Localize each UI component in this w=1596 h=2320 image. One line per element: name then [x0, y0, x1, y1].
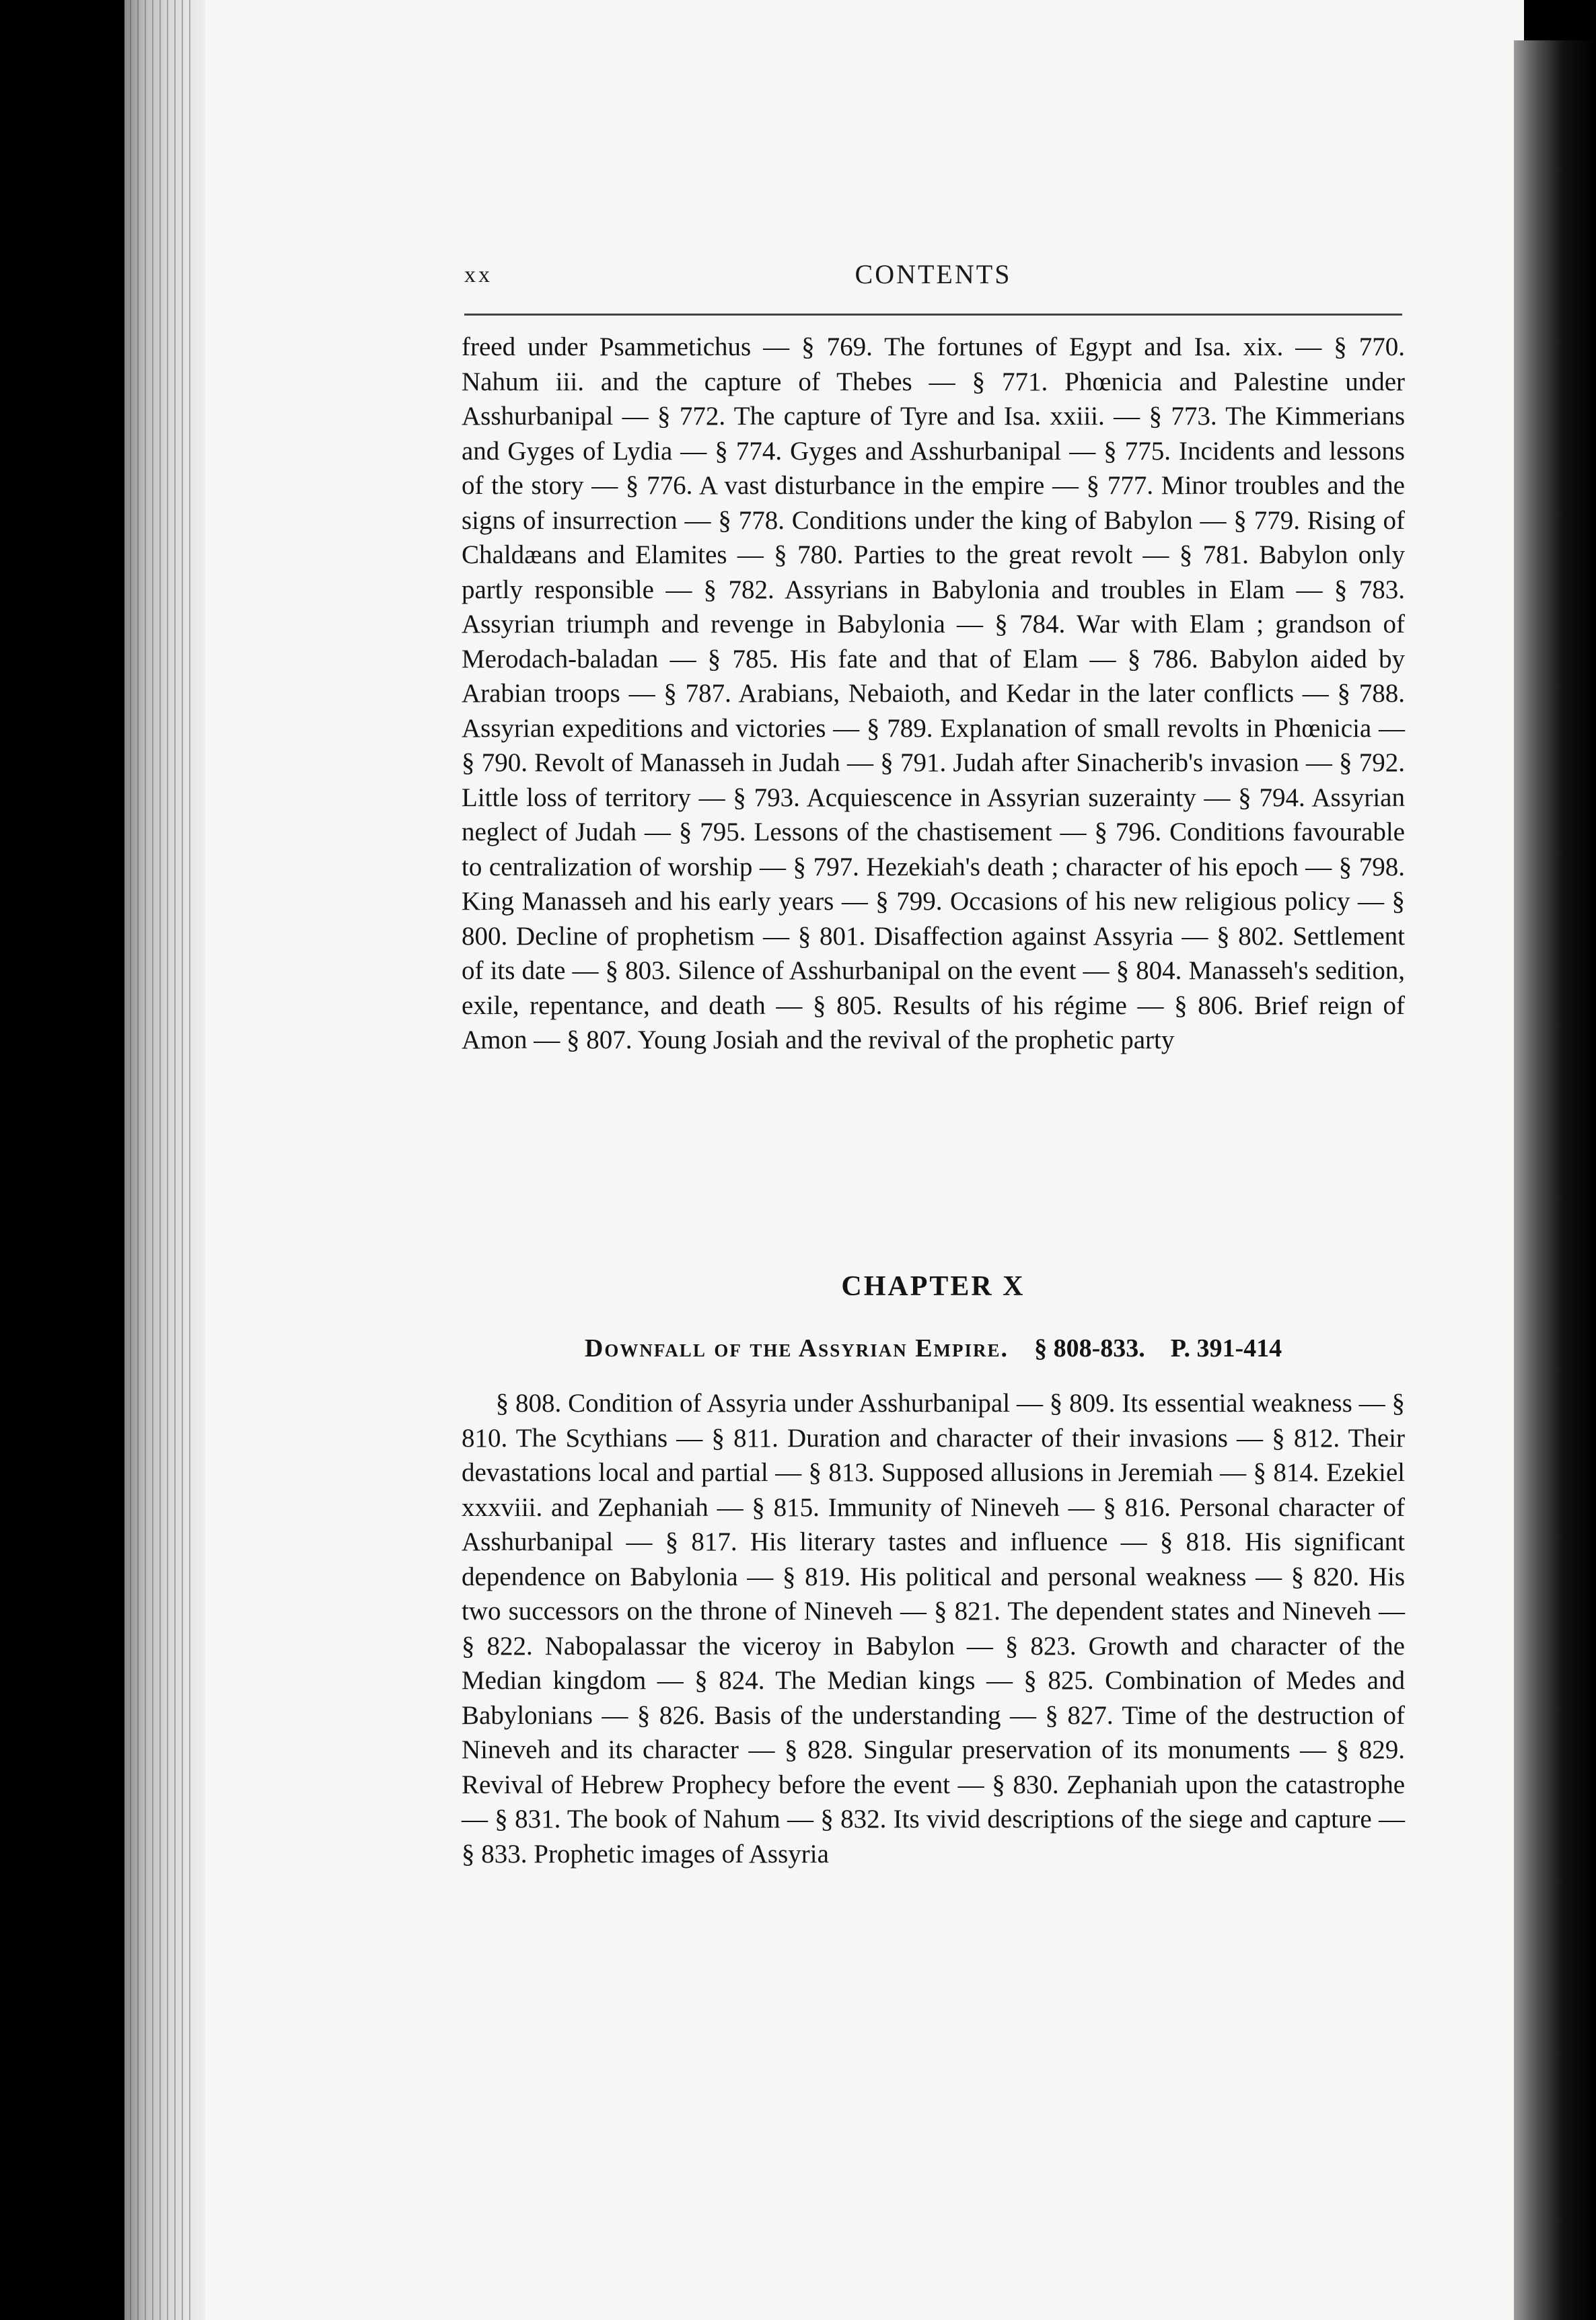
page-number: xx: [464, 262, 493, 287]
chapter-subtitle-name: Downfall of the Assyrian Empire.: [584, 1334, 1009, 1363]
facing-page-edge: [1514, 40, 1596, 2320]
contents-paragraph: § 808. Condition of Assyria under Asshurbanipal — § 809. Its essential weakness — § 810. The Scythians — § 811. Duration and character of their invasions — § 812. Their devastations local and partial — § 813. Supposed allusions in Jeremiah — § 814. Ezekiel xxxviii. and Zephaniah — § 815. Immunity of Nineveh — § 816. Personal character of Asshurbanipal — § 817. His literary tastes and influence — § 818. His significant dependence on Babylonia — § 819. His political and personal weakness — § 820. His two successors on the throne of Nineveh — § 821. The dependent states and Nineveh — § 822. Nabopalassar the viceroy in Babylon — § 823. Growth and character of the Median kingdom — § 824. The Median kings — § 825. Combination of Medes and Babylonians — § 826. Basis of the understanding — § 827. Time of the destruction of Nineveh and its character — § 828. Singular preservation of its monuments — § 829. Revival of Hebrew Prophecy before the event — § 830. Zephaniah upon the catastrophe — § 831. The book of Nahum — § 832. Its vivid descriptions of the siege and capture — § 833. Prophetic images of Assyria: [462, 1389, 1405, 1869]
chapter-subtitle: [462, 1334, 1405, 1363]
chapter-contents-block: [462, 1386, 1405, 1871]
chapter-subtitle-pages: P. 391-414: [1170, 1334, 1282, 1363]
binding-edge-lines: [130, 0, 190, 2320]
chapter-subtitle-sections: § 808-833.: [1034, 1334, 1145, 1363]
chapter-title: CHAPTER X: [841, 1271, 1025, 1302]
page-header: [464, 250, 1402, 304]
running-head: CONTENTS: [855, 259, 1012, 289]
contents-block-continued: [462, 330, 1405, 1058]
contents-paragraph: freed under Psammetichus — § 769. The fortunes of Egypt and Isa. xix. — § 770. Nahum iii. and the capture of Thebes — § 771. Phœnicia and Palestine under Asshurbanipal — § 772. The capture of Tyre and Isa. xxiii. — § 773. The Kimmerians and Gyges of Lydia — § 774. Gyges and Asshurbanipal — § 775. Incidents and lessons of the story — § 776. A vast disturbance in the empire — § 777. Minor troubles and the signs of insurrection — § 778. Conditions under the king of Babylon — § 779. Rising of Chaldæans and Elamites — § 780. Parties to the great revolt — § 781. Babylon only partly responsible — § 782. Assyrians in Babylonia and troubles in Elam — § 783. Assyrian triumph and revenge in Babylonia — § 784. War with Elam ; grandson of Merodach-baladan — § 785. His fate and that of Elam — § 786. Babylon aided by Arabian troops — § 787. Arabians, Nebaioth, and Kedar in the later conflicts — § 788. Assyrian expeditions and victories — § 789. Explanation of small revolts in Phœnicia — § 790. Revolt of Manasseh in Judah — § 791. Judah after Sinacherib's invasion — § 792. Little loss of territory — § 793. Acquiescence in Assyrian suzerainty — § 794. Assyrian neglect of Judah — § 795. Lessons of the chastisement — § 796. Conditions favourable to centralization of worship — § 797. Hezekiah's death ; character of his epoch — § 798. King Manasseh and his early years — § 799. Occasions of his new religious policy — § 800. Decline of prophetism — § 801. Disaffection against Assyria — § 802. Settlement of its date — § 803. Silence of Asshurbanipal on the event — § 804. Manasseh's sedition, exile, repentance, and death — § 805. Results of his régime — § 806. Brief reign of Amon — § 807. Young Josiah and the revival of the prophetic party: [462, 332, 1405, 1054]
header-rule: [464, 314, 1402, 316]
